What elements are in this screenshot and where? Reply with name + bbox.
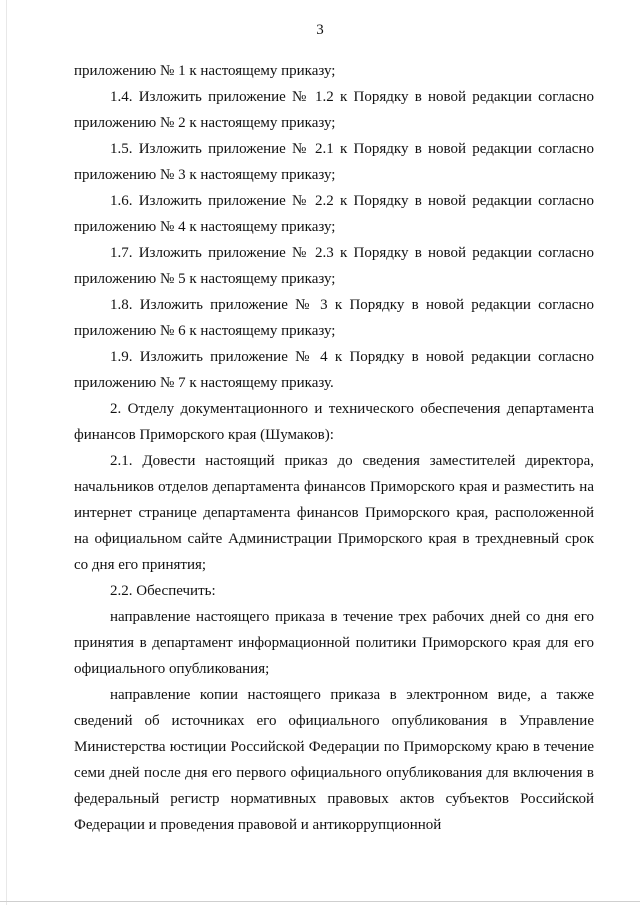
paragraph-2-1: 2.1. Довести настоящий приказ до сведения заместителей директора, начальников отделов департамента финансов Приморского края и разместить на интернет странице департамента финансов Приморского края, расположенной на официальном сайте Администрации Приморского края в трехдневный срок со дня его принятия; <box>74 453 594 573</box>
scan-edge-line <box>6 0 7 905</box>
paragraph-1-5: 1.5. Изложить приложение № 2.1 к Порядку в новой редакции согласно приложению № 3 к настоящему приказу; <box>74 141 594 183</box>
paragraph-publication-direction: направление настоящего приказа в течение трех рабочих дней со дня его принятия в департамент информационной политики Приморского края для его официального опубликования; <box>74 609 594 677</box>
paragraph-1-6: 1.6. Изложить приложение № 2.2 к Порядку в новой редакции согласно приложению № 4 к настоящему приказу; <box>74 193 594 235</box>
paragraph-1-9: 1.9. Изложить приложение № 4 к Порядку в новой редакции согласно приложению № 7 к настоящему приказу. <box>74 349 594 391</box>
document-body <box>74 58 594 838</box>
paragraph-copy-direction: направление копии настоящего приказа в электронном виде, а также сведений об источниках его официального опубликования в Управление Министерства юстиции Российской Федерации по Приморскому краю в течение семи дней после дня его первого официального опубликования для включения в федеральный регистр нормативных правовых актов субъектов Российской Федерации и проведения правовой и антикоррупционной <box>74 687 594 833</box>
paragraph-2: 2. Отделу документационного и технического обеспечения департамента финансов Приморского края (Шумаков): <box>74 401 594 443</box>
paragraph-continuation: приложению № 1 к настоящему приказу; <box>74 63 336 79</box>
paragraph-1-8: 1.8. Изложить приложение № 3 к Порядку в новой редакции согласно приложению № 6 к настоящему приказу; <box>74 297 594 339</box>
scan-bottom-line <box>0 901 640 902</box>
paragraph-2-2: 2.2. Обеспечить: <box>110 583 216 599</box>
paragraph-1-4: 1.4. Изложить приложение № 1.2 к Порядку в новой редакции согласно приложению № 2 к настоящему приказу; <box>74 89 594 131</box>
paragraph-1-7: 1.7. Изложить приложение № 2.3 к Порядку в новой редакции согласно приложению № 5 к настоящему приказу; <box>74 245 594 287</box>
page-number: 3 <box>316 22 324 38</box>
